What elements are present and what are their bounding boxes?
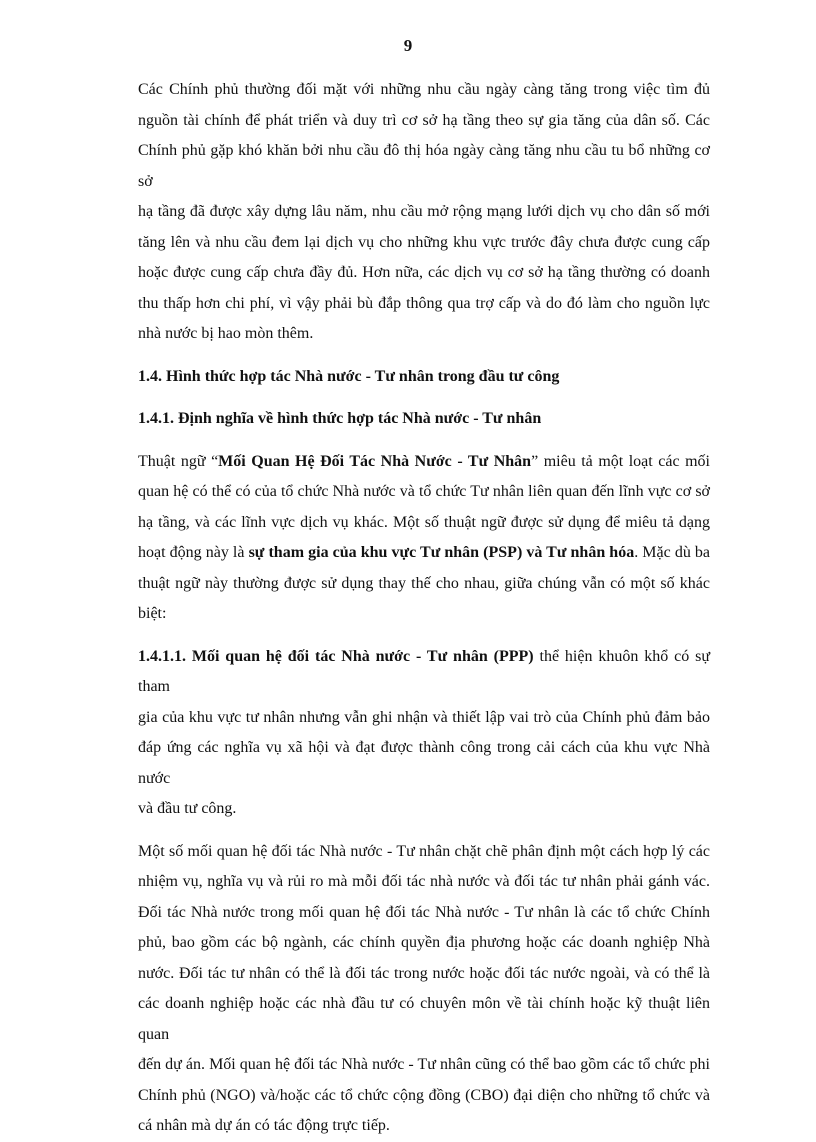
text-line: và đầu tư công. [138, 800, 237, 817]
text-line: nhiệm vụ, nghĩa vụ và rủi ro mà mỗi đối tác nhà nước và đối tác tư nhân phải gánh vác. [138, 873, 710, 890]
text-line: các doanh nghiệp hoặc các nhà đầu tư có chuyên môn về tài chính hoặc kỹ thuật liên quan [138, 995, 710, 1043]
text-line: tăng lên và nhu cầu đem lại dịch vụ cho những khu vực trước đây chưa được cung cấp [138, 233, 710, 251]
text-line: hạ tầng đã được xây dựng lâu năm, nhu cầu mở rộng mạng lưới dịch vụ cho dân số mới [138, 203, 710, 220]
text-line: thu thấp hơn chi phí, vì vậy phải bù đắp thông qua trợ cấp và do đó làm cho nguồn lực [138, 294, 710, 312]
text-line: Chính phủ gặp khó khăn bởi nhu cầu đô thị hóa ngày càng tăng nhu cầu tu bổ những cơ sở [138, 142, 710, 190]
text-line: đến dự án. Mối quan hệ đối tác Nhà nước - Tư nhân cũng có thể bao gồm các tổ chức phi [138, 1056, 710, 1073]
text-line: biệt: [138, 605, 167, 622]
text-line: hạ tầng, và các lĩnh vực dịch vụ khác. Một số thuật ngữ được sử dụng để miêu tả dạng [138, 513, 710, 531]
text-span: . Mặc dù ba [634, 544, 711, 561]
paragraph-ppp-framework [138, 642, 710, 825]
text-span: Thuật ngữ “ [138, 452, 219, 470]
text-span: hoạt động này là [138, 544, 249, 561]
bold-term: Mối Quan Hệ Đối Tác Nhà Nước - Tư Nhân [218, 452, 532, 470]
section-heading-1-4-1: 1.4.1. Định nghĩa về hình thức hợp tác Nhà nước - Tư nhân [138, 410, 542, 427]
text-line: nước. Đối tác tư nhân có thể là đối tác trong nước hoặc đối tác nước ngoài, và có thể là [138, 964, 710, 982]
text-line [138, 642, 710, 703]
paragraph-ppp-partners [138, 837, 710, 1142]
text-line: đáp ứng các nghĩa vụ xã hội và đạt được thành công trong cải cách của khu vực Nhà nước [138, 739, 710, 787]
text-line: Các Chính phủ thường đối mặt với những nhu cầu ngày càng tăng trong việc tìm đủ [138, 81, 710, 98]
paragraph-ppp-definition [138, 447, 710, 630]
bold-term: sự tham gia của khu vực Tư nhân (PSP) và Tư nhân hóa [248, 544, 635, 561]
text-span: thể hiện khuôn khổ có sự tham [138, 647, 711, 695]
text-line: Đối tác Nhà nước trong mối quan hệ đối tác Nhà nước - Tư nhân là các tổ chức Chính [138, 903, 710, 921]
text-span: ” miêu tả một loạt các mối [531, 452, 711, 470]
paragraph-infrastructure-funding [138, 75, 710, 350]
text-line: gia của khu vực tư nhân nhưng vẫn ghi nhận và thiết lập vai trò của Chính phủ đảm bảo [138, 708, 710, 726]
text-line: hoặc được cung cấp chưa đầy đủ. Hơn nữa, các dịch vụ cơ sở hạ tầng thường có doanh [138, 264, 710, 281]
text-line: thuật ngữ này thường được sử dụng thay thế cho nhau, giữa chúng vẫn có một số khác [138, 574, 710, 592]
text-line [138, 447, 710, 478]
text-line: nhà nước bị hao mòn thêm. [138, 325, 314, 342]
text-line [138, 538, 710, 569]
text-line: nguồn tài chính để phát triển và duy trì cơ sở hạ tầng theo sự gia tăng của dân số. Các [138, 111, 710, 129]
text-line: quan hệ có thể có của tổ chức Nhà nước và tổ chức Tư nhân liên quan đến lĩnh vực cơ sở [138, 483, 710, 500]
section-heading-1-4: 1.4. Hình thức hợp tác Nhà nước - Tư nhân trong đầu tư công [138, 367, 560, 385]
text-line: Chính phủ (NGO) và/hoặc các tổ chức cộng đồng (CBO) đại diện cho những tổ chức và [138, 1086, 710, 1104]
text-line: phủ, bao gồm các bộ ngành, các chính quyền địa phương hoặc các doanh nghiệp Nhà [138, 934, 710, 951]
page-number: 9 [403, 36, 413, 55]
subsection-heading-1-4-1-1: 1.4.1.1. Mối quan hệ đối tác Nhà nước - Tư nhân (PPP) [138, 647, 534, 665]
text-line: Một số mối quan hệ đối tác Nhà nước - Tư nhân chặt chẽ phân định một cách hợp lý các [138, 842, 710, 860]
text-line: cá nhân mà dự án có tác động trực tiếp. [138, 1117, 390, 1134]
